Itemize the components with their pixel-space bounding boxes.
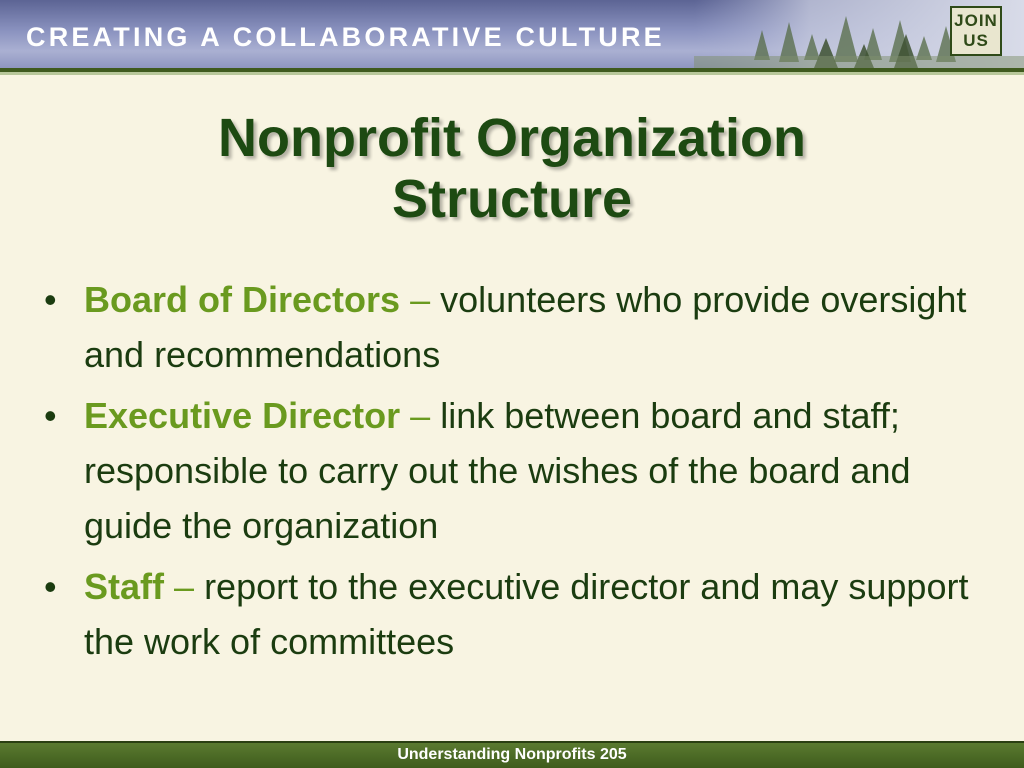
header-banner	[0, 0, 1024, 68]
bullet-list	[40, 272, 1000, 675]
logo-text-us: US	[963, 31, 989, 50]
bullet-text: report to the executive director and may support the work of committees	[84, 566, 969, 662]
logo-text-join: JOIN	[954, 11, 998, 30]
bullet-item-board	[40, 272, 1000, 382]
slide-title	[0, 108, 1024, 230]
footer-text: Understanding Nonprofits 205	[397, 746, 627, 763]
bullet-dash: –	[410, 279, 431, 320]
footer-bar	[0, 741, 1024, 768]
bullet-item-executive	[40, 388, 1000, 553]
bullet-term: Staff	[84, 566, 164, 607]
bullet-dot: •	[44, 279, 57, 320]
header-title: CREATING A COLLABORATIVE CULTURE	[26, 22, 665, 52]
bullet-item-staff	[40, 559, 1000, 669]
bullet-dash: –	[174, 566, 195, 607]
join-us-logo	[950, 6, 1002, 56]
slide-title-line-1: Nonprofit Organization	[218, 108, 806, 168]
bullet-dot: •	[44, 566, 57, 607]
bullet-dot: •	[44, 395, 57, 436]
bullet-term: Board of Directors	[84, 279, 401, 320]
header-divider-light	[0, 72, 1024, 75]
bullet-text: link between board and staff; responsible to carry out the wishes of the board and guide the organization	[84, 395, 911, 546]
bullet-text: volunteers who provide oversight and recommendations	[84, 279, 967, 375]
slide-title-line-2: Structure	[391, 169, 633, 229]
bullet-term: Executive Director	[84, 395, 401, 436]
bullet-dash: –	[410, 395, 431, 436]
